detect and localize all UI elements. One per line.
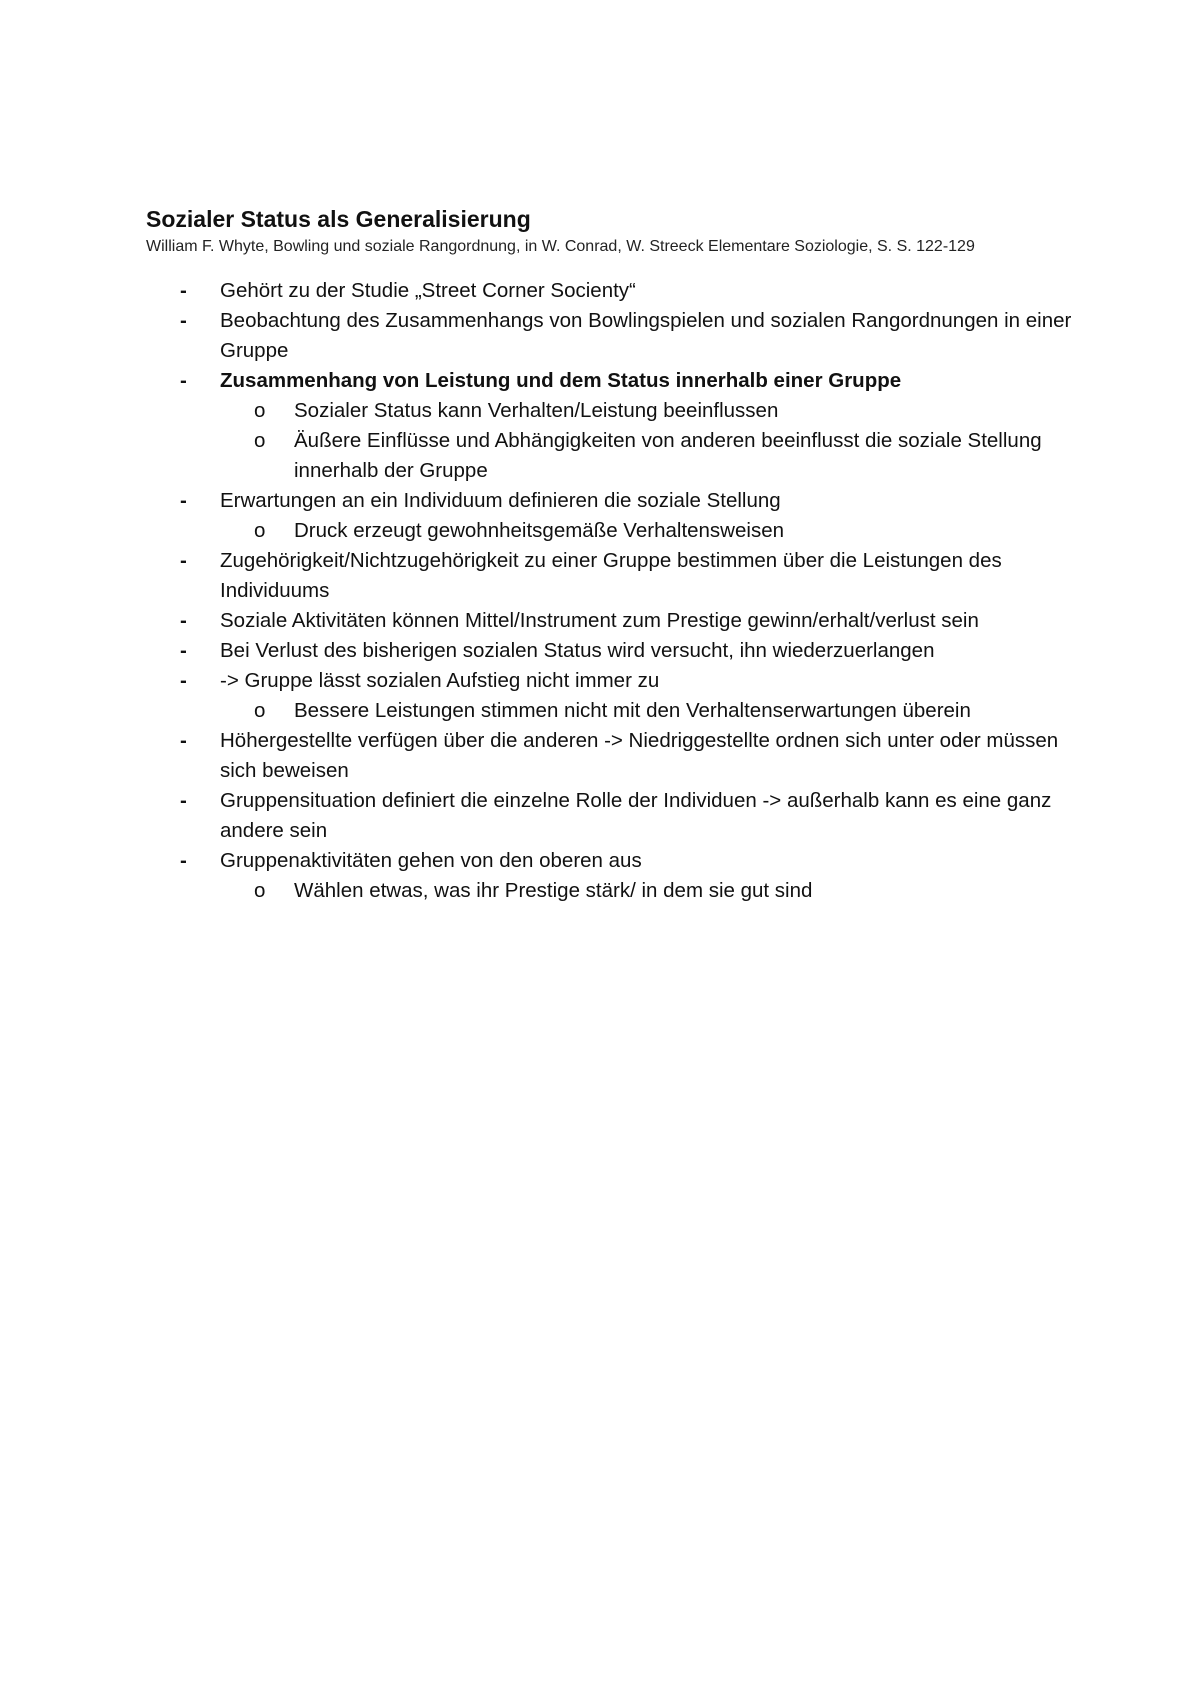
sub-list-item [146, 516, 1076, 546]
list-item-text: Gruppenaktivitäten gehen von den oberen aus [220, 849, 642, 872]
dash-bullet: - [180, 849, 187, 872]
dash-bullet: - [180, 609, 187, 632]
list-item-text: Bei Verlust des bisherigen sozialen Status wird versucht, ihn wiederzuerlangen [220, 639, 935, 662]
dash-bullet: - [180, 639, 187, 662]
list-item-text: Erwartungen an ein Individuum definieren die soziale Stellung [220, 489, 781, 512]
list-item [146, 306, 1076, 366]
dash-bullet: - [180, 489, 187, 512]
list-item-text: Beobachtung des Zusammenhangs von Bowlingspielen und sozialen Rangordnungen in einer Gruppe [220, 309, 1072, 362]
list-item [146, 786, 1076, 846]
dash-bullet: - [180, 549, 187, 572]
list-item-text: Gruppensituation definiert die einzelne Rolle der Individuen -> außerhalb kann es eine ganz andere sein [220, 789, 1052, 842]
list-item-text: Zugehörigkeit/Nichtzugehörigkeit zu einer Gruppe bestimmen über die Leistungen des Individuums [220, 549, 1002, 602]
dash-bullet: - [180, 669, 187, 692]
list-item-text: -> Gruppe lässt sozialen Aufstieg nicht immer zu [220, 669, 660, 692]
list-item [146, 546, 1076, 606]
list-item [146, 276, 1076, 306]
list-item-text: Bessere Leistungen stimmen nicht mit den Verhaltenserwartungen überein [294, 699, 971, 722]
list-item [146, 846, 1076, 876]
list-item [146, 606, 1076, 636]
sub-list-item [146, 426, 1076, 486]
dash-bullet: - [180, 789, 187, 812]
dash-bullet: - [180, 369, 187, 392]
dash-bullet: - [180, 279, 187, 302]
list-item [146, 486, 1076, 516]
list-item-text: Wählen etwas, was ihr Prestige stärk/ in dem sie gut sind [294, 879, 813, 902]
list-item-text: Äußere Einflüsse und Abhängigkeiten von anderen beeinflusst die soziale Stellung innerhalb der Gruppe [294, 429, 1042, 482]
document-title: Sozialer Status als Generalisierung [146, 206, 531, 232]
list-item [146, 636, 1076, 666]
list-item-text: Höhergestellte verfügen über die anderen -> Niedriggestellte ordnen sich unter oder müssen sich beweisen [220, 729, 1059, 782]
list-item-text: Sozialer Status kann Verhalten/Leistung beeinflussen [294, 399, 779, 422]
notes-list [146, 276, 1076, 906]
list-item [146, 366, 1076, 396]
list-item-text: Druck erzeugt gewohnheitsgemäße Verhaltensweisen [294, 519, 784, 542]
list-item [146, 666, 1076, 696]
dash-bullet: - [180, 729, 187, 752]
list-item-text: Zusammenhang von Leistung und dem Status innerhalb einer Gruppe [220, 369, 902, 392]
circle-bullet: o [254, 399, 266, 422]
circle-bullet: o [254, 879, 266, 902]
circle-bullet: o [254, 429, 266, 452]
sub-list-item [146, 876, 1076, 906]
circle-bullet: o [254, 699, 266, 722]
circle-bullet: o [254, 519, 266, 542]
list-item-text: Gehört zu der Studie „Street Corner Socienty“ [220, 279, 636, 302]
document-content [146, 204, 1076, 906]
list-item-text: Soziale Aktivitäten können Mittel/Instrument zum Prestige gewinn/erhalt/verlust sein [220, 609, 979, 632]
sub-list-item [146, 396, 1076, 426]
document-subtitle: William F. Whyte, Bowling und soziale Rangordnung, in W. Conrad, W. Streeck Elementare Soziologie, S. S. 122-129 [146, 238, 975, 255]
sub-list-item [146, 696, 1076, 726]
list-item [146, 726, 1076, 786]
dash-bullet: - [180, 309, 187, 332]
